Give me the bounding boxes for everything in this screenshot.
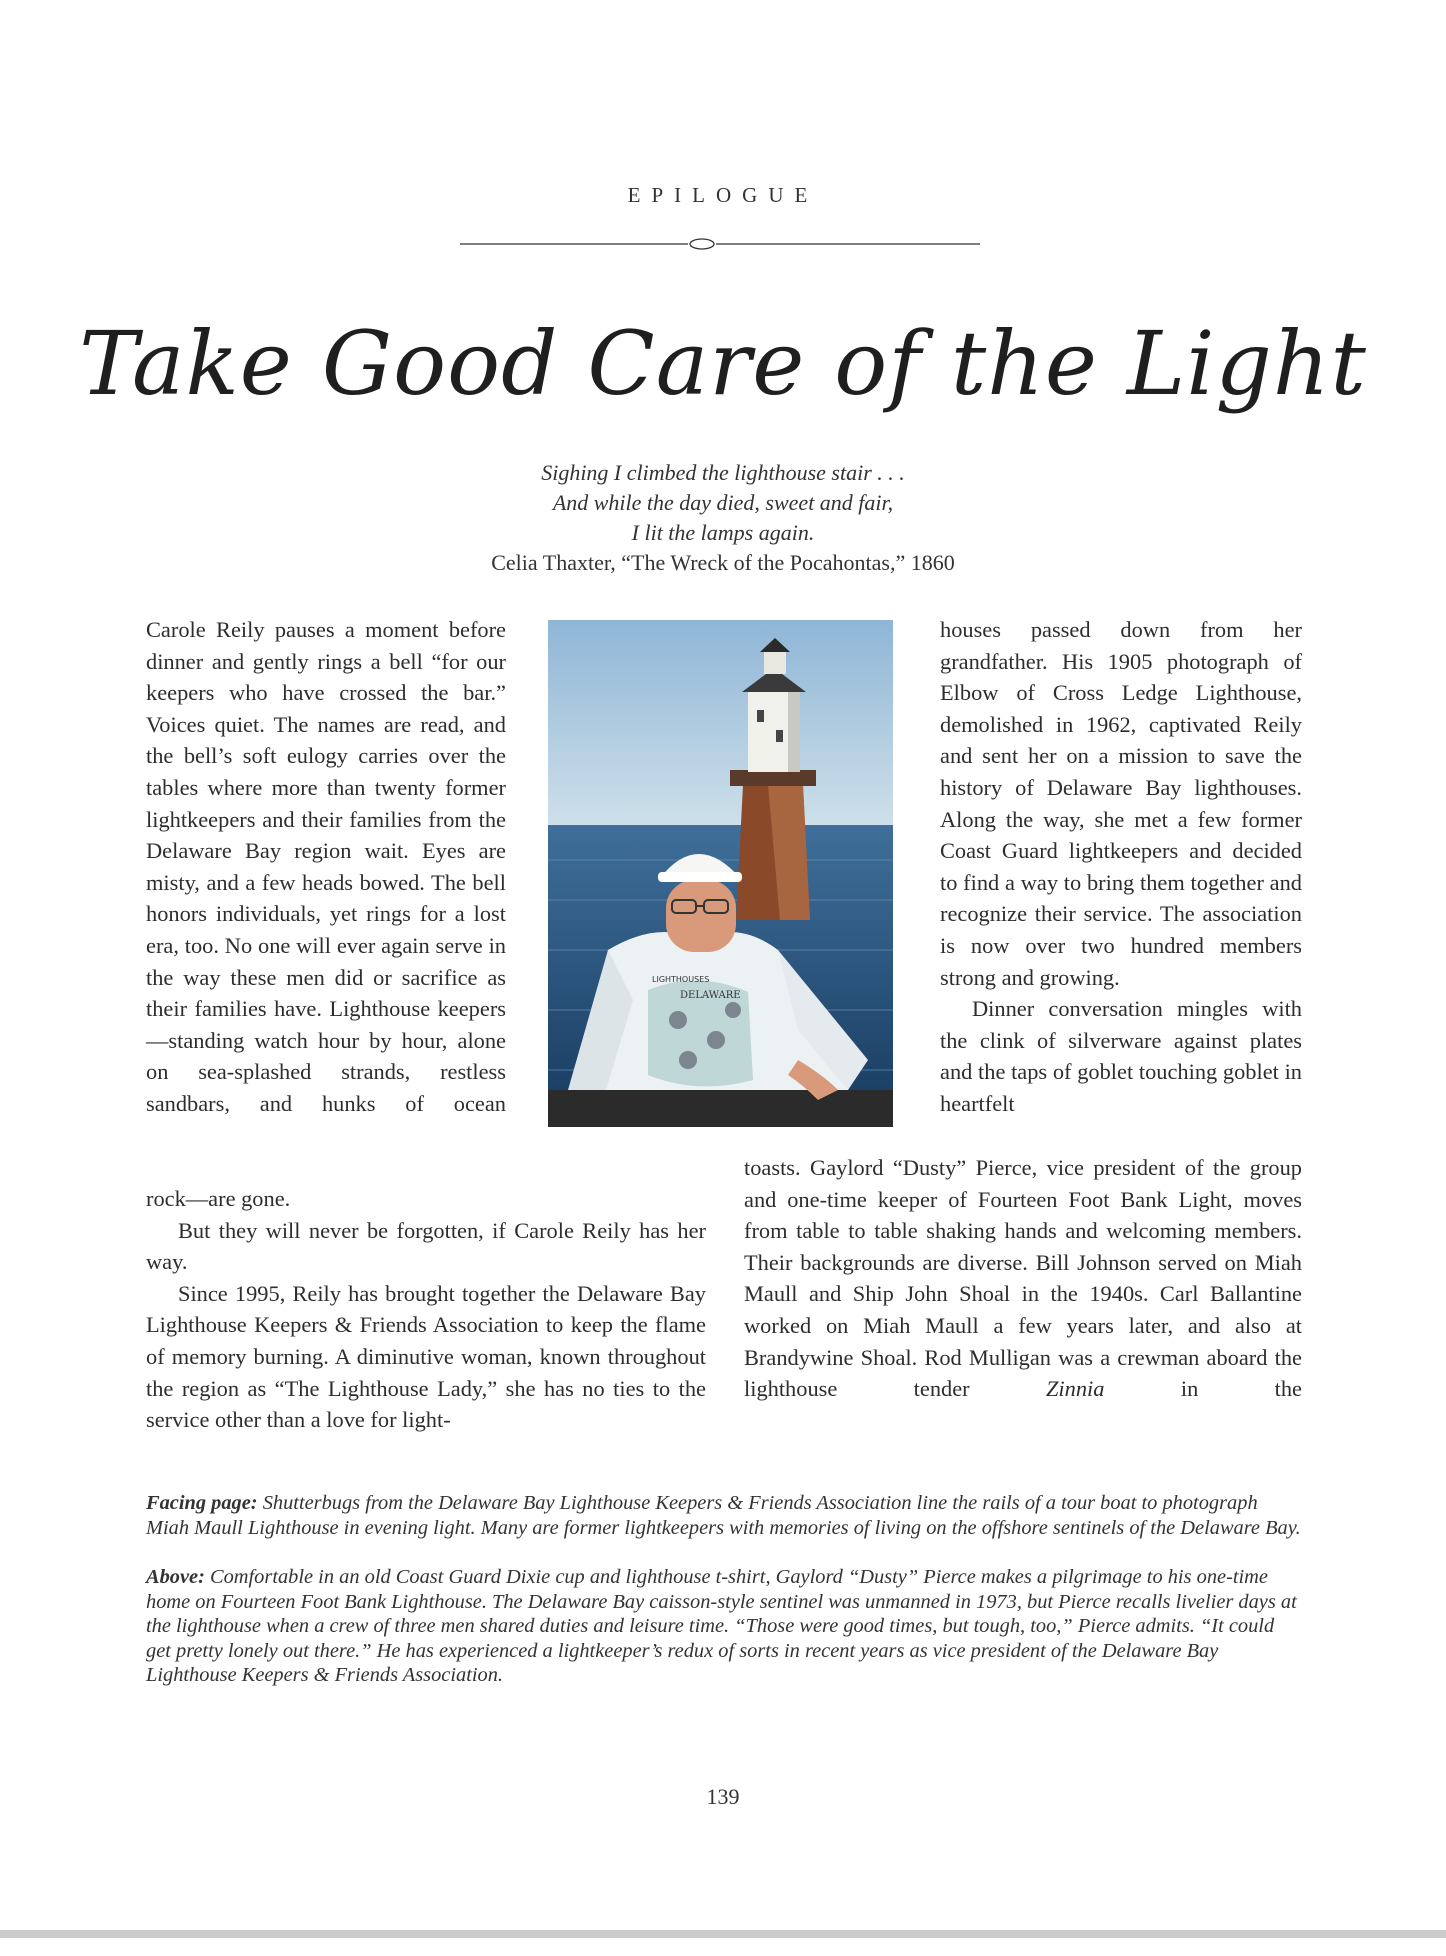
body-paragraph-end: rock—are gone. [146,1186,291,1211]
photo-captions [146,1491,1302,1713]
page-title: Take Good Care of the Light [79,312,1367,415]
tshirt-text: DELAWARE [680,990,741,1001]
body-text-run: in the [1180,1376,1302,1402]
page-number: 139 [706,1784,740,1809]
epigraph-line: And while the day died, sweet and fair, [552,490,894,515]
epigraph [300,458,1146,578]
body-paragraph: Dinner conversation mingles with the clink of silverware against plates and the taps of goblet touching goblet in heartfelt [940,996,1302,1116]
caption-lead: Above: [146,1566,205,1588]
photo-keeper-at-lighthouse [548,620,893,1127]
caption-lead: Facing page: [146,1492,258,1514]
body-paragraph-continued [744,1152,1302,1405]
body-column-left-lower [146,1183,706,1436]
caption-text: Shutterbugs from the Delaware Bay Lighthouse Keepers & Friends Association line the rails of a tour boat to photograph Miah Maull Lighthouse in evening light. Many are former lightkeepers with memories of living on the offshore sentinels of the Delaware Bay. [146,1492,1301,1539]
bottom-scan-border [0,1930,1446,1938]
body-paragraph: houses passed down from her grandfather. His 1905 photograph of Elbow of Cross Ledge Lighthouse, demolished in 1962, captivated Reily and sent her on a mission to save the history of Delaware Bay lighthouses. Along the way, she met a few former Coast Guard lightkeepers and decided to find a way to bring them together and recognize their service. The association is now over two hundred members strong and growing. [940,617,1302,990]
body-column-right [940,614,1302,1120]
ornament-divider [460,232,980,256]
body-paragraph: But they will never be forgotten, if Carole Reily has her way. [146,1217,706,1275]
chapter-label: EPILOGUE [627,183,819,207]
body-paragraph: Carole Reily pauses a moment before dinner and gently rings a bell “for our keepers who have crossed the bar.” Voices quiet. The names are read, and the bell’s soft eulogy carries over the tables where more than twenty former lightkeepers and their families from the Delaware Bay region wait. Eyes are misty, and a few heads bowed. The bell honors individuals, yet rings for a lost era, too. No one will ever again serve in the way these men did or sacrifice as their families have. Lighthouse keepers—standing watch hour by hour, alone on sea-splashed strands, restless sandbars, and hunks of ocean [146,617,506,1116]
epigraph-line: Sighing I climbed the lighthouse stair . . . [541,460,905,485]
tshirt-text: LIGHTHOUSES [652,975,710,984]
body-paragraph: Since 1995, Reily has brought together the Delaware Bay Lighthouse Keepers & Friends Association to keep the flame of memory burning. A diminutive woman, known throughout the region as “The Lighthouse Lady,” she has no ties to the service other than a love for light- [146,1280,706,1433]
epigraph-line: I lit the lamps again. [631,520,815,545]
caption-above [146,1565,1302,1688]
photo-illustration [548,620,893,1127]
body-column-right-lower [744,1152,1302,1405]
ship-name: Zinnia [1045,1376,1105,1402]
body-text-run: toasts. Gaylord “Dusty” Pierce, vice president of the group and one-time keeper of Fourteen Foot Bank Light, moves from table to table shaking hands and welcoming members. Their backgrounds are diverse. Bill Johnson served on Miah Maull and Ship John Shoal in the 1940s. Carl Ballantine worked on Miah Maull a few years later, and also at Brandywine Shoal. Rod Mulligan was a crewman aboard the lighthouse tender [744,1155,1302,1402]
body-column-left [146,614,506,1120]
epigraph-attribution: Celia Thaxter, “The Wreck of the Pocahontas,” 1860 [491,550,955,575]
caption-facing-page [146,1491,1302,1540]
caption-text: Comfortable in an old Coast Guard Dixie cup and lighthouse t-shirt, Gaylord “Dusty” Pierce makes a pilgrimage to his one-time home on Fourteen Foot Bank Lighthouse. The Delaware Bay caisson-style sentinel was unmanned in 1973, but Pierce recalls livelier days at the lighthouse when a crew of three men shared duties and leisure time. “Those were good times, but tough, too,” Pierce admits. “It could get pretty lonely out there.” He has experienced a lightkeeper’s redux of sorts in recent years as vice president of the Delaware Bay Lighthouse Keepers & Friends Association. [146,1566,1297,1686]
